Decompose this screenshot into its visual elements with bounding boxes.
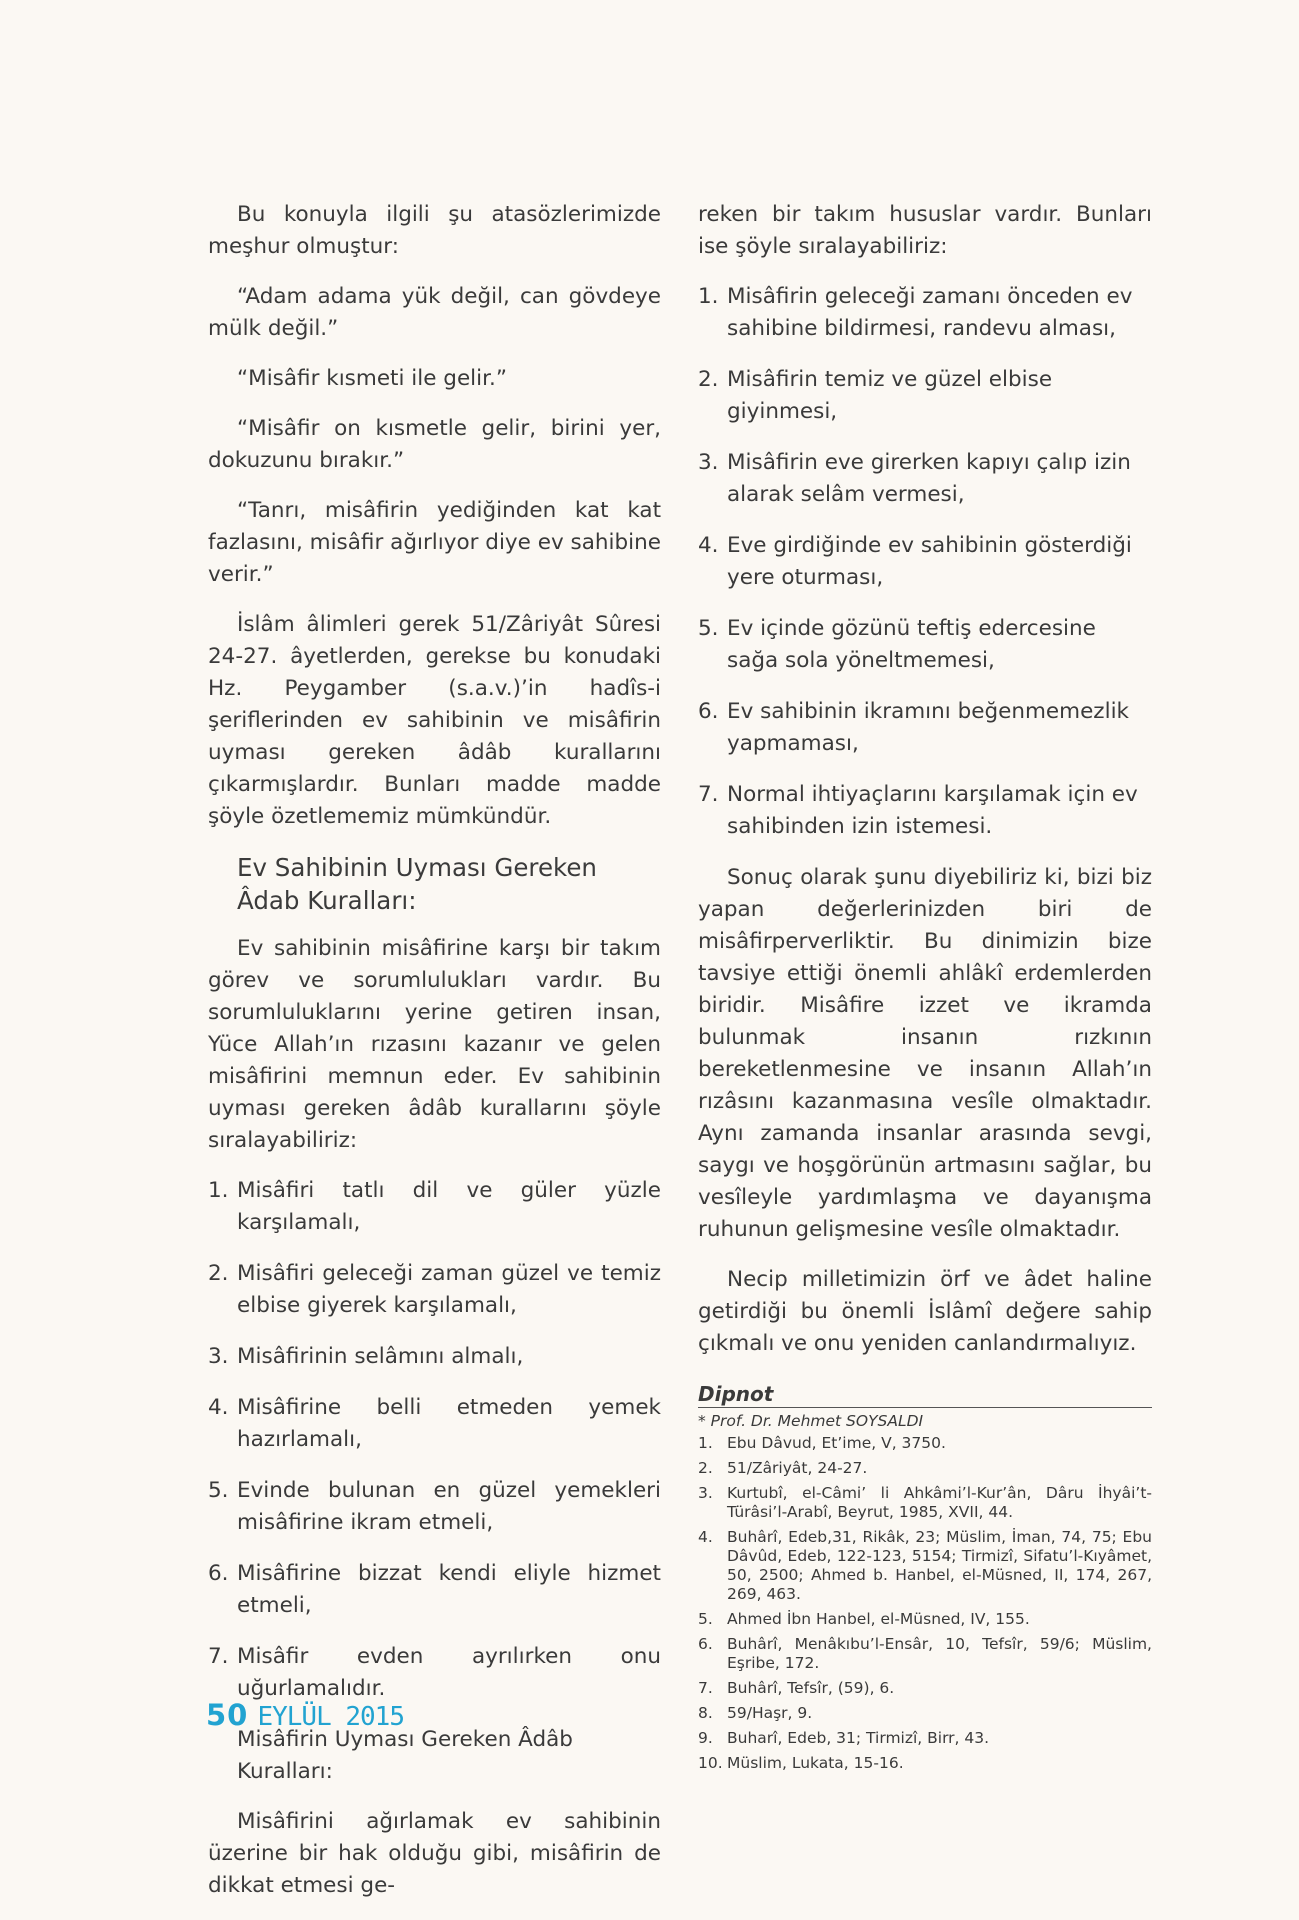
section-subheading: Misâfirin Uyması Gereken Âdâb Kuralları: xyxy=(237,1727,573,1784)
footnote-item: 8. 59/Haşr, 9. xyxy=(698,1704,813,1722)
list-item: 4. Misâfirine belli etmeden yemek hazırlamalı, xyxy=(208,1395,661,1452)
issue-label: EYLÜL 2015 xyxy=(257,1702,404,1732)
list-item: 1. Misâfiri tatlı dil ve güler yüzle karşılamalı, xyxy=(208,1178,661,1235)
proverb: “Misâfir kısmeti ile gelir.” xyxy=(237,366,507,391)
list-item: 5. Ev içinde gözünü teftiş edercesine sağa sola yöneltmemesi, xyxy=(698,616,1096,673)
list-item: 7. Normal ihtiyaçlarını karşılamak için ev sahibinden izin istemesi. xyxy=(698,782,1138,839)
list-item: 5. Evinde bulunan en güzel yemekleri misâfirine ikram etmeli, xyxy=(208,1478,661,1535)
proverb: “Tanrı, misâfirin yediğinden kat kat fazlasını, misâfir ağırlıyor diye ev sahibine verir.” xyxy=(208,498,661,587)
host-rules-list xyxy=(208,1175,661,1705)
list-item: 1. Misâfirin geleceği zamanı önceden ev sahibine bildirmesi, randevu alması, xyxy=(698,284,1133,341)
footnotes-author: * Prof. Dr. Mehmet SOYSALDI xyxy=(698,1412,924,1430)
list-item: 6. Ev sahibinin ikramını beğenmemezlik yapmaması, xyxy=(698,699,1129,756)
footnotes-list xyxy=(698,1434,1152,1773)
footnote-item: 7. Buhârî, Tefsîr, (59), 6. xyxy=(698,1679,895,1697)
list-item: 2. Misâfiri geleceği zaman güzel ve temiz elbise giyerek karşılamalı, xyxy=(208,1261,661,1318)
left-column xyxy=(208,199,661,1920)
guest-paragraph: Misâfirini ağırlamak ev sahibinin üzerine bir hak olduğu gibi, misâfirin de dikkat etmesi ge- xyxy=(208,1809,661,1898)
footnote-item: 9. Buharî, Edeb, 31; Tirmizî, Birr, 43. xyxy=(698,1729,990,1747)
footnote-item: 3. Kurtubî, el-Câmi’ li Ahkâmi’l-Kur’ân, Dâru İhyâi’t-Türâsi’l-Arabî, Beyrut, 1985, XVII, 44. xyxy=(698,1484,1152,1521)
closing-paragraph: Necip milletimizin örf ve âdet haline getirdiği bu önemli İslâmî değere sahip çıkmalı ve onu yeniden canlandırmalıyız. xyxy=(698,1267,1152,1356)
footnotes xyxy=(698,1382,1152,1773)
footnote-item: 10. Müslim, Lukata, 15-16. xyxy=(698,1754,904,1772)
page-footer xyxy=(206,1698,404,1738)
section-heading: Ev Sahibinin Uyması Gereken Âdab Kuralları: xyxy=(237,853,597,915)
footnote-item: 6. Buhârî, Menâkıbu’l-Ensâr, 10, Tefsîr, 59/6; Müslim, Eşribe, 172. xyxy=(698,1635,1152,1672)
footnote-item: 2. 51/Zâriyât, 24-27. xyxy=(698,1459,868,1477)
continuation-paragraph: reken bir takım hususlar vardır. Bunları ise şöyle sıralayabiliriz: xyxy=(698,202,1152,259)
list-item: 7. Misâfir evden ayrılırken onu uğurlamalıdır. xyxy=(208,1644,661,1701)
page-number: 50 xyxy=(206,1698,249,1732)
proverb: “Misâfir on kısmetle gelir, birini yer, dokuzunu bırakır.” xyxy=(208,416,661,473)
host-paragraph: Ev sahibinin misâfirine karşı bir takım görev ve sorumlulukları vardır. Bu sorumluluklarını yerine getiren insan, Yüce Allah’ın rızasını kazanır ve gelen misâfirini memnun eder. Ev sahibinin uyması gereken âdâb kurallarını şöyle sıralayabiliriz: xyxy=(208,936,661,1153)
guest-rules-list xyxy=(698,281,1152,843)
conclusion-paragraph: Sonuç olarak şunu diyebiliriz ki, bizi biz yapan değerlerinizden biri de misâfirperverliktir. Bu dinimizin bize tavsiye ettiği önemli ahlâkî erdemlerden biridir. Misâfire izzet ve ikramda bulunmak insanın rızkının bereketlenmesine ve insanın Allah’ın rızâsını kazanmasına vesîle olmaktadır. Aynı zamanda insanlar arasında sevgi, saygı ve hoşgörünün artmasını sağlar, bu vesîleyle yardımlaşma ve dayanışma ruhunun gelişmesine vesîle olmaktadır. xyxy=(698,865,1152,1242)
footnotes-title: Dipnot xyxy=(698,1382,1152,1408)
footnote-item: 5. Ahmed İbn Hanbel, el-Müsned, IV, 155. xyxy=(698,1610,1030,1628)
list-item: 2. Misâfirin temiz ve güzel elbise giyinmesi, xyxy=(698,367,1053,424)
footnote-item: 1. Ebu Dâvud, Et’ime, V, 3750. xyxy=(698,1434,946,1452)
list-item: 4. Eve girdiğinde ev sahibinin gösterdiği yere oturması, xyxy=(698,533,1132,590)
intro-paragraph: Bu konuyla ilgili şu atasözlerimizde meşhur olmuştur: xyxy=(208,202,661,259)
footnote-item: 4. Buhârî, Edeb,31, Rikâk, 23; Müslim, İman, 74, 75; Ebu Dâvûd, Edeb, 122-123, 5154; Tirmizî, Sifatu’l-Kıyâmet, 50, 2500; Ahmed b. Hanbel, el-Müsned, II, 174, 267, 269, 463. xyxy=(698,1528,1152,1603)
list-item: 3. Misâfirinin selâmını almalı, xyxy=(208,1344,524,1369)
list-item: 3. Misâfirin eve girerken kapıyı çalıp izin alarak selâm vermesi, xyxy=(698,450,1131,507)
list-item: 6. Misâfirine bizzat kendi eliyle hizmet etmeli, xyxy=(208,1561,661,1618)
proverb: “Adam adama yük değil, can gövdeye mülk değil.” xyxy=(208,284,661,341)
scholars-paragraph: İslâm âlimleri gerek 51/Zâriyât Sûresi 24-27. âyetlerden, gerekse bu konudaki Hz. Peygamber (s.a.v.)’in hadîs-i şeriflerinden ev sahibinin ve misâfirin uyması gereken âdâb kurallarını çıkarmışlardır. Bunları madde madde şöyle özetlememiz mümkündür. xyxy=(208,612,661,829)
right-column xyxy=(698,199,1152,1779)
